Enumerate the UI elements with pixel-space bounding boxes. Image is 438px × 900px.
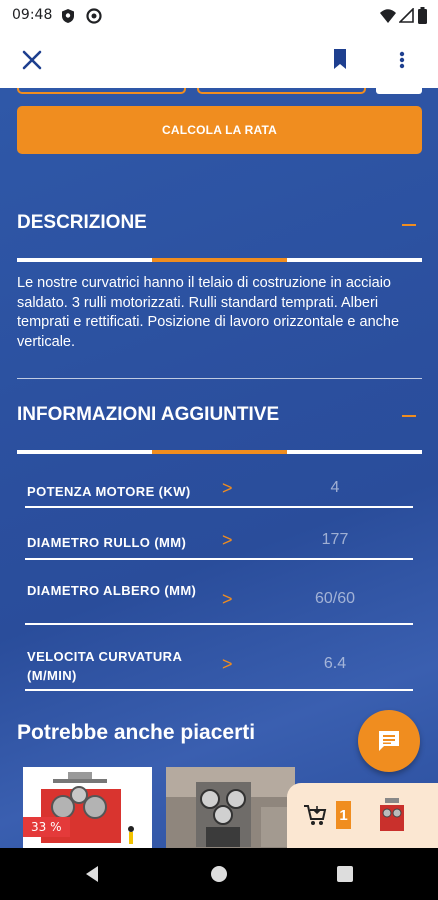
spec-value: 60/60 xyxy=(314,590,356,607)
status-time: 09:48 xyxy=(12,7,53,23)
spec-value: 6.4 xyxy=(323,655,347,672)
chevron-right-icon: > xyxy=(222,530,233,550)
data-saver-icon xyxy=(86,8,102,24)
chat-button[interactable] xyxy=(358,710,420,772)
collapse-additional-info-icon[interactable] xyxy=(402,415,416,417)
additional-info-divider xyxy=(17,450,422,454)
additional-info-title[interactable]: INFORMAZIONI AGGIUNTIVE xyxy=(17,404,280,425)
calculate-installment-button[interactable]: CALCOLA LA RATA xyxy=(17,106,422,154)
chat-icon xyxy=(376,728,402,754)
spec-value: 4 xyxy=(330,479,340,496)
description-title[interactable]: DESCRIZIONE xyxy=(17,212,147,233)
close-icon[interactable] xyxy=(18,46,46,74)
recents-icon[interactable] xyxy=(336,865,354,883)
spec-label: DIAMETRO ALBERO (MM) xyxy=(27,583,197,598)
spec-row xyxy=(25,574,413,625)
spec-row xyxy=(25,640,413,691)
cart-item-thumbnail xyxy=(375,795,409,837)
status-bar xyxy=(0,0,438,32)
description-divider xyxy=(17,258,422,262)
spec-label: VELOCITA CURVATURA (M/MIN) xyxy=(27,649,182,683)
home-icon[interactable] xyxy=(209,864,229,884)
partial-tab[interactable] xyxy=(376,88,422,94)
product-card[interactable] xyxy=(166,767,295,848)
chevron-right-icon: > xyxy=(222,654,233,674)
app-bar xyxy=(0,32,438,88)
spec-row xyxy=(25,470,413,508)
system-nav-bar xyxy=(0,848,438,900)
product-image xyxy=(166,767,295,848)
spec-label: POTENZA MOTORE (KW) xyxy=(27,484,191,499)
suggestions-title: Potrebbe anche piacerti xyxy=(17,721,256,744)
signal-icon xyxy=(399,8,414,23)
spec-label: DIAMETRO RULLO (MM) xyxy=(27,535,187,550)
cart-count-badge: 1 xyxy=(336,801,351,829)
mini-cart[interactable] xyxy=(287,783,438,848)
section-divider xyxy=(17,378,422,379)
back-icon[interactable] xyxy=(82,864,102,884)
chevron-right-icon: > xyxy=(222,589,233,609)
bookmark-icon[interactable] xyxy=(331,48,349,70)
collapse-description-icon[interactable] xyxy=(402,224,416,226)
discount-badge: 33 % xyxy=(23,817,70,837)
wifi-icon xyxy=(379,8,397,24)
product-details xyxy=(0,88,438,848)
shield-icon xyxy=(61,8,75,24)
partial-button-left[interactable] xyxy=(17,88,186,94)
cart-icon xyxy=(303,802,327,828)
chevron-right-icon: > xyxy=(222,478,233,498)
product-card[interactable] xyxy=(23,767,152,848)
spec-row xyxy=(25,522,413,560)
partial-button-right[interactable] xyxy=(197,88,366,94)
battery-icon xyxy=(418,7,427,24)
more-vert-icon[interactable] xyxy=(392,46,412,74)
description-text: Le nostre curvatrici hanno il telaio di costruzione in acciaio saldato. 3 rulli motorizzati. Rulli standard temprati. Alberi temprati e rettificati. Posizione di lavoro orizzontale e anche verticale. xyxy=(17,275,400,350)
spec-value: 177 xyxy=(321,531,349,548)
